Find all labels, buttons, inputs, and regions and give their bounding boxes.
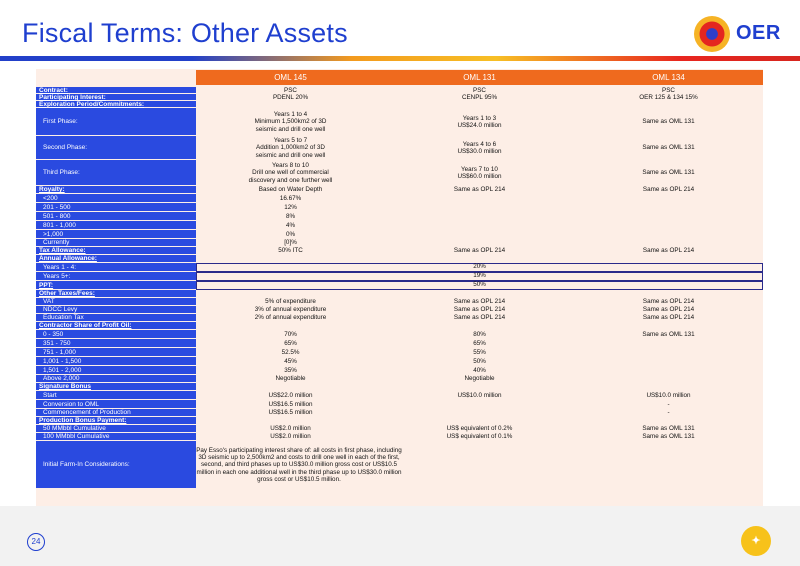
table-cell: 80%: [473, 330, 486, 338]
table-cell: PDENL 20%: [272, 93, 309, 101]
table-cell: Negotiable: [464, 375, 495, 383]
table-cell: Same as OPL 214: [453, 306, 506, 314]
table-cell: -: [667, 409, 670, 417]
spanning-cell: 50%: [196, 281, 763, 290]
table-row: [36, 348, 763, 357]
row-label: 100 MMbbl Cumulative: [36, 433, 196, 441]
row-label: Currently: [36, 239, 196, 247]
table-row: [36, 203, 763, 212]
table-row: [36, 383, 763, 391]
row-label: PPT:: [36, 281, 196, 290]
table-cell: 65%: [473, 339, 486, 347]
row-label: Education Tax: [36, 314, 196, 322]
row-label: Other Taxes/Fees:: [36, 290, 196, 298]
table-row: [36, 212, 763, 221]
table-cell: Years 4 to 6 US$30.0 million: [457, 140, 502, 155]
row-label: 801 - 1,000: [36, 221, 196, 230]
page-title: Fiscal Terms: Other Assets: [22, 18, 348, 48]
column-header: OML 131: [463, 73, 496, 82]
table-row: [36, 281, 763, 290]
table-cell: Negotiable: [275, 375, 306, 383]
row-label: Initial Farm-In Considerations:: [36, 441, 196, 489]
row-label: Conversion to OML: [36, 400, 196, 409]
table-cell: Same as OPL 214: [453, 247, 506, 255]
row-label: First Phase:: [36, 108, 196, 136]
table-cell: 2% of annual expenditure: [254, 314, 327, 322]
row-label: Tax Allowance:: [36, 247, 196, 255]
row-label: 751 - 1,000: [36, 348, 196, 357]
table-cell: US$2.0 million: [270, 425, 311, 433]
table-cell: Years 5 to 7 Addition 1,000km2 of 3D seismic and drill one well: [255, 137, 326, 159]
table-row: [36, 433, 763, 441]
table-cell: Same as OML 131: [642, 118, 695, 126]
row-label: 501 - 800: [36, 212, 196, 221]
row-label: <200: [36, 194, 196, 203]
table-cell: 5% of expenditure: [265, 298, 316, 306]
table-cell: US$ equivalent of 0.1%: [446, 433, 513, 441]
table-cell: PSC: [284, 86, 297, 94]
table-row: [36, 391, 763, 400]
row-label: Start: [36, 391, 196, 400]
table-cell: Same as OPL 214: [642, 247, 695, 255]
row-label: NDCC Levy: [36, 306, 196, 314]
table-cell: Same as OPL 214: [642, 298, 695, 306]
row-label: Above 2,000: [36, 375, 196, 383]
table-cell: US$10.0 million: [646, 391, 691, 399]
table-cell: Same as OML 131: [642, 330, 695, 338]
table-row: [36, 239, 763, 247]
table-cell: [0]%: [284, 239, 297, 247]
logo-text: OER: [736, 22, 781, 44]
table-row: [36, 400, 763, 409]
table-row: [36, 425, 763, 433]
row-label: Production Bonus Payment:: [36, 417, 196, 425]
row-label: 50 MMbbl Cumulative: [36, 425, 196, 433]
table-cell: PSC: [662, 86, 675, 94]
table-row: [36, 136, 763, 160]
table-cell: Same as OPL 214: [642, 186, 695, 194]
table-cell: Years 1 to 3 US$24.0 million: [457, 114, 502, 129]
table-row: [36, 409, 763, 417]
spanning-cell: 19%: [196, 272, 763, 281]
row-label: Commencement of Production: [36, 409, 196, 417]
table-cell: 12%: [284, 203, 297, 211]
row-label: Annual Allowance:: [36, 255, 196, 263]
table-cell: Same as OPL 214: [453, 298, 506, 306]
table-row: [36, 272, 763, 281]
footer: [0, 506, 800, 566]
table-row: [36, 357, 763, 366]
table-cell: Same as OPL 214: [453, 314, 506, 322]
oer-logo-icon: [694, 16, 730, 52]
row-label: 1,501 - 2,000: [36, 366, 196, 375]
table-row: [36, 339, 763, 348]
table-cell: US$10.0 million: [457, 391, 502, 399]
table-cell: 70%: [284, 330, 297, 338]
table-cell: 35%: [284, 366, 297, 374]
table-cell: 65%: [284, 339, 297, 347]
table-row: [36, 417, 763, 425]
table-cell: 40%: [473, 366, 486, 374]
row-label: >1,000: [36, 230, 196, 239]
brand-color-bar: [0, 56, 800, 61]
column-header: OML 134: [652, 73, 685, 82]
table-cell: OER 125 & 134 15%: [639, 93, 698, 101]
table-cell: 16.67%: [279, 194, 302, 202]
table-cell: US$16.5 million: [268, 409, 313, 417]
table-row: [36, 314, 763, 322]
row-label: Royalty:: [36, 186, 196, 194]
row-label: 1,001 - 1,500: [36, 357, 196, 366]
table-row: [36, 221, 763, 230]
column-header: OML 145: [274, 73, 307, 82]
table-cell: 4%: [285, 221, 296, 229]
table-row: [36, 101, 763, 108]
table-row: [36, 108, 763, 136]
table-cell: Same as OML 131: [642, 144, 695, 152]
table-cell: Same as OPL 214: [642, 314, 695, 322]
row-label: VAT: [36, 298, 196, 306]
row-label: Contract:: [36, 87, 196, 94]
table-cell: CENPL 95%: [461, 93, 498, 101]
table-row: [36, 375, 763, 383]
table-cell: -: [667, 400, 670, 408]
table-cell: US$ equivalent of 0.2%: [446, 425, 513, 433]
row-label: Exploration Period/Commitments:: [36, 101, 196, 108]
table-row: [36, 230, 763, 239]
table-cell: Based on Water Depth: [258, 186, 323, 194]
row-label: Participating Interest:: [36, 94, 196, 101]
table-row: [36, 94, 763, 101]
table-cell: 55%: [473, 348, 486, 356]
table-cell: Same as OML 131: [642, 425, 695, 433]
row-label: Years 5+:: [36, 272, 196, 281]
table-row: [36, 186, 763, 194]
table-row: [36, 330, 763, 339]
table-row: [36, 263, 763, 272]
table-row: [36, 366, 763, 375]
row-label: 351 - 750: [36, 339, 196, 348]
table-cell: Years 7 to 10 US$60.0 million: [457, 165, 502, 180]
table-cell: US$2.0 million: [270, 433, 311, 441]
table-row: [36, 298, 763, 306]
row-label: Years 1 - 4:: [36, 263, 196, 272]
table-cell: Same as OPL 214: [453, 186, 506, 194]
table-row: [36, 290, 763, 298]
table-cell: 3% of annual expenditure: [254, 306, 327, 314]
spanning-cell: 20%: [196, 263, 763, 272]
table-cell: 50%: [473, 357, 486, 365]
table-cell: Same as OPL 214: [642, 306, 695, 314]
table-cell: US$16.5 million: [268, 400, 313, 408]
table-cell: 50% ITC: [278, 247, 303, 255]
page-number: 24: [27, 533, 45, 551]
row-label: Second Phase:: [36, 136, 196, 160]
table-header: [196, 70, 763, 85]
table-cell: 52.5%: [281, 348, 300, 356]
table-row: [36, 441, 763, 489]
table-cell: 45%: [284, 357, 297, 365]
table-cell: 8%: [285, 212, 296, 220]
table-cell: Years 8 to 10 Drill one well of commercial discovery and one further well: [248, 162, 333, 184]
table-cell: 0%: [285, 230, 296, 238]
table-cell: Years 1 to 4 Minimum 1,500km2 of 3D seismic and drill one well: [254, 111, 327, 133]
table-row: [36, 255, 763, 263]
table-row: [36, 247, 763, 255]
table-row: [36, 322, 763, 330]
row-label: 201 - 500: [36, 203, 196, 212]
table-cell: PSC: [473, 86, 486, 94]
table-cell: Same as OML 131: [642, 169, 695, 177]
table-row: [36, 194, 763, 203]
table-cell: Same as OML 131: [642, 433, 695, 441]
table-row: [36, 160, 763, 186]
row-label: Contractor Share of Profit Oil:: [36, 322, 196, 330]
row-label: 0 - 350: [36, 330, 196, 339]
table-row: [36, 306, 763, 314]
row-label: Signature Bonus: [36, 383, 196, 391]
row-label: Third Phase:: [36, 160, 196, 186]
table-cell: US$22.0 million: [268, 391, 313, 399]
table-cell: Pay Esso's participating interest share of: all costs in first phase, including 3D seismic up to 2,500km2 and costs to drill one well in each of the first, second, and third phases up to US$30.0 million gross cost or US$10.5 million in each one additional well in the third phase up to US$30.0 million gross cost or US$10.5 million.: [196, 446, 402, 483]
company-stamp-icon: ✦: [741, 526, 771, 556]
